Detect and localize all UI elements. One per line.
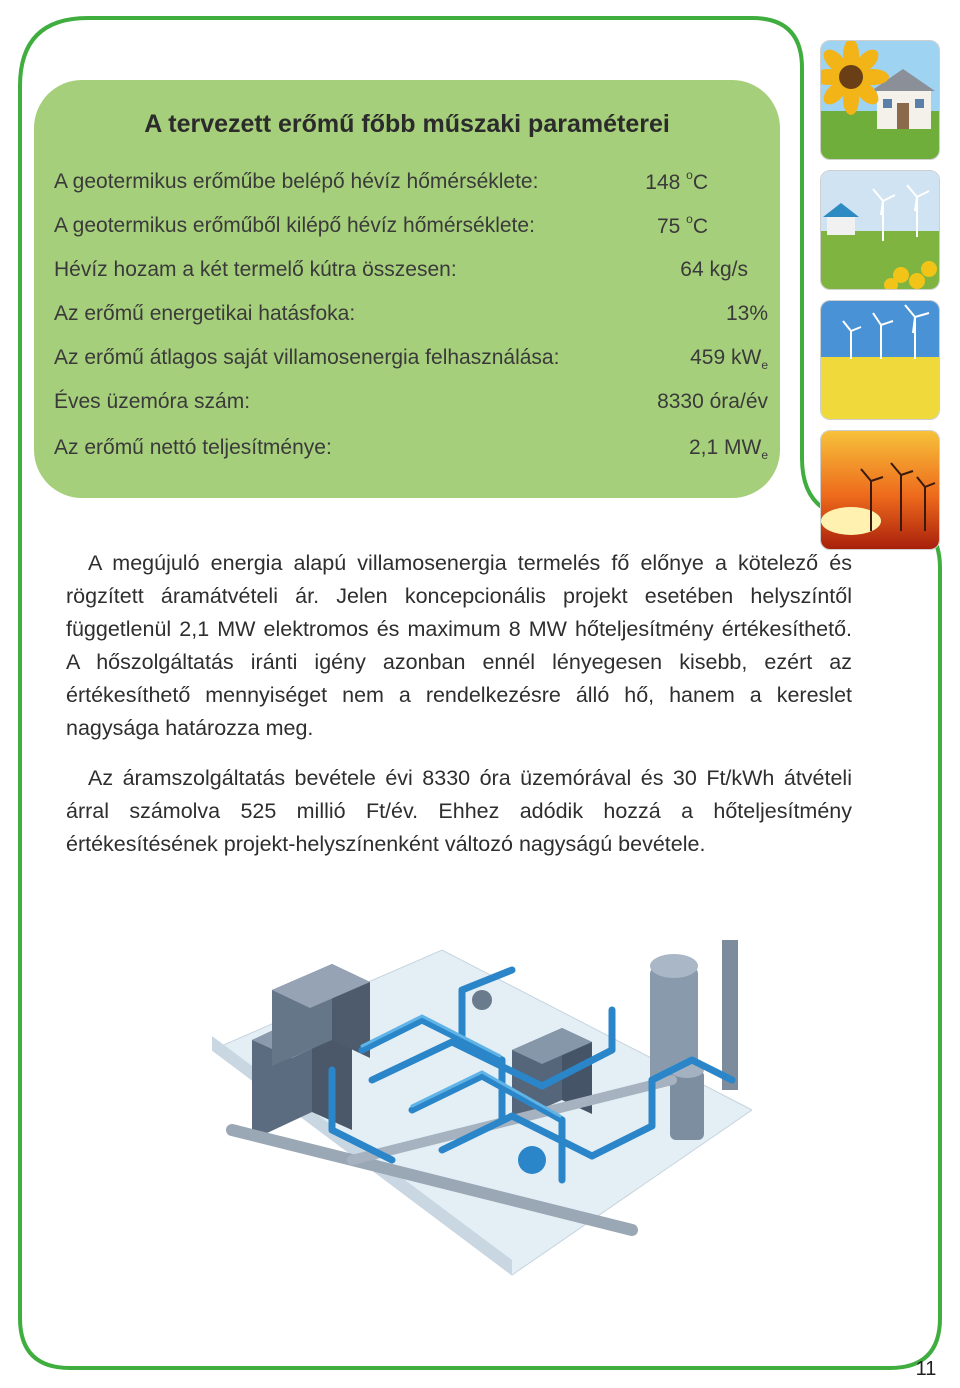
param-label: Az erőmű átlagos saját villamosenergia felhasználása: (54, 346, 560, 369)
param-label: Az erőmű nettó teljesítménye: (54, 436, 332, 459)
param-label: Éves üzemóra szám: (54, 390, 251, 413)
param-value: 8330 óra/év (657, 390, 768, 413)
param-label: Hévíz hozam a két termelő kútra összesen: (54, 258, 457, 281)
param-row-efficiency (54, 302, 768, 332)
paragraph-feed-in-tariff: A megújuló energia alapú villamosenergia termelés fő előnye a kötelező és rögzített áramátvételi ár. Jelen koncepcionális projekt esetében helyszíntől függetlenül 2,1 MW elektromos és maximum 8 MW hőteljesítmény értékesíthető. A hőszolgáltatás iránti igény azonban ennél lényegesen kisebb, ezért az értékesíthető mennyiséget nem a rendelkezésre álló hő, hanem a kereslet nagysága határozza meg. (66, 551, 852, 740)
wind-turbine-sunset-image (820, 430, 940, 550)
parameters-card (34, 80, 780, 498)
param-value: 13% (725, 302, 768, 325)
param-value: 2,1 $MW_e$ (688, 436, 768, 463)
param-value: 459 $kW_e$ (690, 346, 768, 373)
param-row-net-output (54, 436, 768, 466)
sunflower-house-image (820, 40, 940, 160)
wind-turbine-rapeseed-image (820, 300, 940, 420)
param-value: 64 kg/s (680, 258, 748, 281)
param-row-own-consumption (54, 346, 768, 376)
page-number: 11 (915, 1358, 937, 1380)
param-row-flow-rate (54, 258, 746, 288)
param-value: 75 $^o$C (656, 212, 708, 238)
param-row-outlet-temperature (54, 214, 746, 244)
card-title: A tervezett erőmű főbb műszaki paraméterei (144, 110, 670, 138)
param-row-annual-hours (54, 390, 768, 420)
power-plant-illustration (212, 930, 752, 1280)
param-row-inlet-temperature (54, 170, 746, 200)
param-label: A geotermikus erőműbe belépő hévíz hőmérséklete: (54, 170, 539, 193)
param-value: 148 $^o$C (645, 168, 708, 194)
param-label: A geotermikus erőműből kilépő hévíz hőmérséklete: (54, 214, 535, 237)
wind-turbine-meadow-image (820, 170, 940, 290)
param-label: Az erőmű energetikai hatásfoka: (54, 302, 356, 325)
paragraph-revenue: Az áramszolgáltatás bevétele évi 8330 óra üzemórával és 30 Ft/kWh átvételi árral számolva 525 millió Ft/év. Ehhez adódik hozzá a hőteljesítmény értékesítésének projekt-helyszínenként változó nagyságú bevétele. (66, 766, 852, 856)
